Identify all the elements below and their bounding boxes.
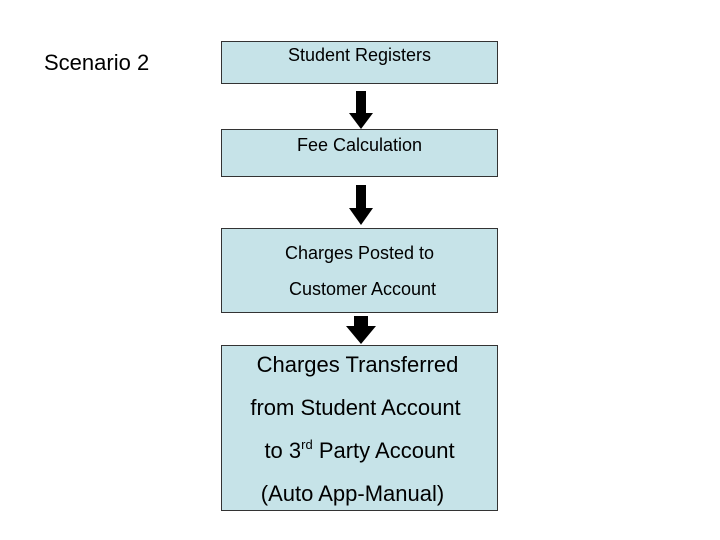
step-charges-transferred: [221, 345, 498, 511]
step-charges-posted: [221, 228, 498, 313]
step-charges-transferred-line2: from Student Account: [250, 395, 461, 420]
arrow-down-icon: [349, 91, 373, 129]
step-charges-posted-line2: Customer Account: [288, 279, 437, 299]
step-student-registers-text: Student Registers: [287, 45, 432, 65]
arrow-down-icon: [349, 185, 373, 225]
scenario-label: Scenario 2: [44, 50, 150, 75]
arrow-down-icon: [346, 316, 376, 344]
line3-suffix: Party Account: [312, 438, 455, 463]
step-student-registers: [221, 41, 498, 84]
ordinal-suffix: rd: [301, 437, 313, 452]
step-charges-transferred-line1: Charges Transferred: [256, 352, 459, 377]
step-charges-posted-line1: Charges Posted to: [284, 243, 435, 263]
step-charges-transferred-line3: [222, 438, 497, 464]
step-fee-calculation-text: Fee Calculation: [296, 135, 423, 155]
step-charges-transferred-line4: (Auto App-Manual): [260, 481, 445, 506]
line3-prefix: to 3: [264, 438, 302, 463]
step-fee-calculation: [221, 129, 498, 177]
